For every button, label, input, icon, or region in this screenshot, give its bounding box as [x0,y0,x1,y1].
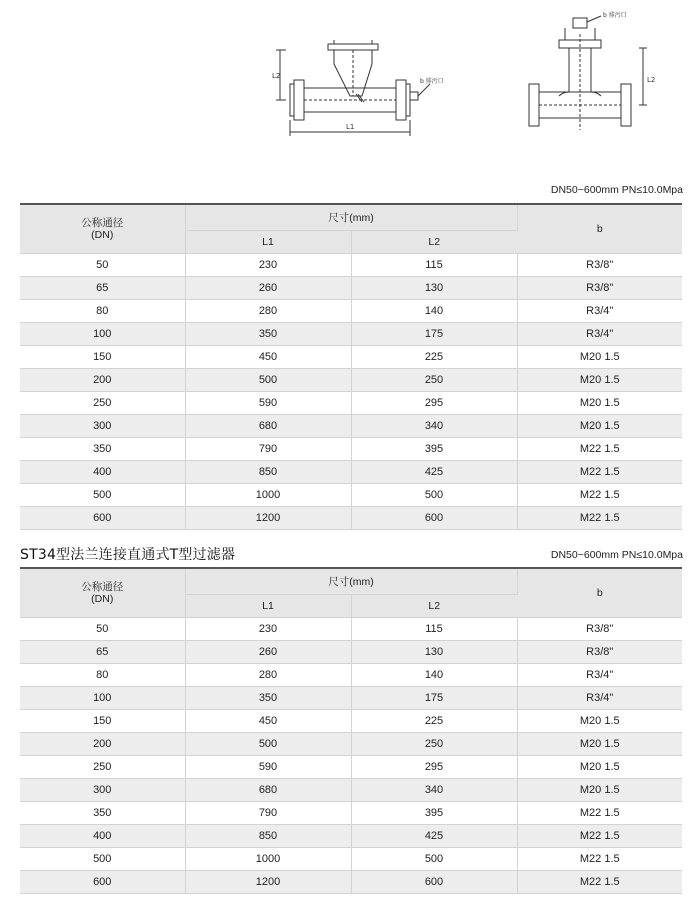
cell-l1: 500 [185,369,351,392]
spec-table-2-body [20,568,682,894]
cell-l1: 590 [185,392,351,415]
cell-l2: 600 [351,871,517,894]
cell-l1: 230 [185,618,351,641]
table-row [20,461,682,484]
cell-b: M20 1.5 [517,369,682,392]
cell-b: R3/8" [517,254,682,277]
table-row [20,710,682,733]
cell-l1: 680 [185,779,351,802]
cell-l1: 1000 [185,848,351,871]
cell-l2: 500 [351,484,517,507]
cell-dn: 400 [20,825,185,848]
cell-b: M20 1.5 [517,756,682,779]
section-2-title: ST34型法兰连接直通式T型过滤器 [20,547,236,563]
cell-b: M22 1.5 [517,484,682,507]
cell-l1: 350 [185,687,351,710]
table-row [20,733,682,756]
cell-l1: 260 [185,641,351,664]
cell-dn: 250 [20,756,185,779]
table-row [20,825,682,848]
cell-dn: 150 [20,710,185,733]
header-dn: 公称通径 (DN) [20,568,185,618]
table-row [20,802,682,825]
cell-l2: 340 [351,779,517,802]
cell-l2: 425 [351,461,517,484]
table-row [20,484,682,507]
header-l2: L2 [351,595,517,618]
cell-l1: 680 [185,415,351,438]
spec-line-2: DN50~600mm PN≤10.0Mpa [550,549,683,561]
spec-line-1: DN50~600mm PN≤10.0Mpa [550,184,683,196]
cell-dn: 300 [20,779,185,802]
cell-l1: 500 [185,733,351,756]
cell-dn: 65 [20,641,185,664]
cell-l1: 1200 [185,507,351,530]
cell-dn: 80 [20,300,185,323]
cell-l2: 225 [351,346,517,369]
header-b: b [517,204,682,254]
cell-l1: 350 [185,323,351,346]
table-row [20,392,682,415]
cell-dn: 100 [20,323,185,346]
cell-l2: 500 [351,848,517,871]
cell-l2: 175 [351,323,517,346]
header-size: 尺寸(mm) [185,204,517,231]
header-l1: L1 [185,595,351,618]
cell-l2: 340 [351,415,517,438]
table-row [20,848,682,871]
spec-table-1-body [20,204,682,530]
cell-dn: 400 [20,461,185,484]
cell-b: M22 1.5 [517,802,682,825]
strainer-side-drawing [270,0,445,160]
cell-b: R3/4" [517,664,682,687]
cell-l1: 280 [185,664,351,687]
cell-dn: 80 [20,664,185,687]
cell-b: M20 1.5 [517,415,682,438]
cell-l1: 450 [185,346,351,369]
table-row [20,323,682,346]
cell-b: M22 1.5 [517,507,682,530]
header-dn: 公称通径 (DN) [20,204,185,254]
cell-b: M20 1.5 [517,733,682,756]
left-drain-label: b 排污口 [420,78,444,85]
cell-l1: 450 [185,710,351,733]
cell-dn: 50 [20,254,185,277]
cell-b: R3/8" [517,618,682,641]
table-row [20,438,682,461]
header-b: b [517,568,682,618]
table-row [20,300,682,323]
cell-l2: 115 [351,618,517,641]
right-drain-label: b 排污口 [603,12,627,19]
table-row [20,346,682,369]
cell-l2: 395 [351,802,517,825]
cell-l1: 590 [185,756,351,779]
cell-dn: 350 [20,802,185,825]
cell-l1: 260 [185,277,351,300]
table-row [20,369,682,392]
cell-b: M22 1.5 [517,825,682,848]
cell-l2: 140 [351,664,517,687]
cell-l2: 250 [351,733,517,756]
cell-l2: 395 [351,438,517,461]
cell-l2: 295 [351,392,517,415]
cell-dn: 150 [20,346,185,369]
cell-dn: 200 [20,369,185,392]
cell-b: M22 1.5 [517,871,682,894]
cell-l2: 600 [351,507,517,530]
cell-b: M22 1.5 [517,848,682,871]
cell-l1: 790 [185,438,351,461]
cell-b: M20 1.5 [517,346,682,369]
cell-l2: 225 [351,710,517,733]
cell-l2: 130 [351,277,517,300]
table-row [20,756,682,779]
cell-dn: 500 [20,484,185,507]
cell-l1: 230 [185,254,351,277]
cell-b: M22 1.5 [517,438,682,461]
cell-dn: 200 [20,733,185,756]
cell-dn: 65 [20,277,185,300]
table-row [20,254,682,277]
left-dim-l2: L2 [272,72,281,80]
cell-l1: 790 [185,802,351,825]
cell-b: M20 1.5 [517,710,682,733]
cell-l2: 250 [351,369,517,392]
cell-dn: 300 [20,415,185,438]
table-row [20,618,682,641]
table-row [20,277,682,300]
spec-table-1 [20,203,682,530]
table-row [20,664,682,687]
cell-b: R3/4" [517,323,682,346]
cell-b: R3/4" [517,300,682,323]
table-row [20,507,682,530]
header-l1: L1 [185,231,351,254]
table-row [20,779,682,802]
cell-dn: 100 [20,687,185,710]
cell-dn: 250 [20,392,185,415]
cell-l2: 130 [351,641,517,664]
cell-b: R3/8" [517,277,682,300]
cell-b: M20 1.5 [517,779,682,802]
strainer-front-drawing [515,0,665,160]
cell-l2: 175 [351,687,517,710]
cell-b: R3/4" [517,687,682,710]
cell-l1: 850 [185,825,351,848]
cell-dn: 600 [20,871,185,894]
cell-dn: 50 [20,618,185,641]
header-l2: L2 [351,231,517,254]
header-size: 尺寸(mm) [185,568,517,595]
right-dim-l2: L2 [647,76,656,84]
cell-b: M20 1.5 [517,392,682,415]
cell-l1: 850 [185,461,351,484]
cell-b: M22 1.5 [517,461,682,484]
cell-dn: 500 [20,848,185,871]
cell-l2: 115 [351,254,517,277]
cell-l2: 295 [351,756,517,779]
cell-l2: 425 [351,825,517,848]
cell-l1: 1200 [185,871,351,894]
cell-dn: 350 [20,438,185,461]
table-row [20,415,682,438]
cell-l1: 1000 [185,484,351,507]
cell-l1: 280 [185,300,351,323]
table-row [20,687,682,710]
spec-table-2 [20,567,682,894]
left-dim-l1: L1 [346,123,355,131]
cell-dn: 600 [20,507,185,530]
table-row [20,641,682,664]
table-row [20,871,682,894]
cell-b: R3/8" [517,641,682,664]
cell-l2: 140 [351,300,517,323]
